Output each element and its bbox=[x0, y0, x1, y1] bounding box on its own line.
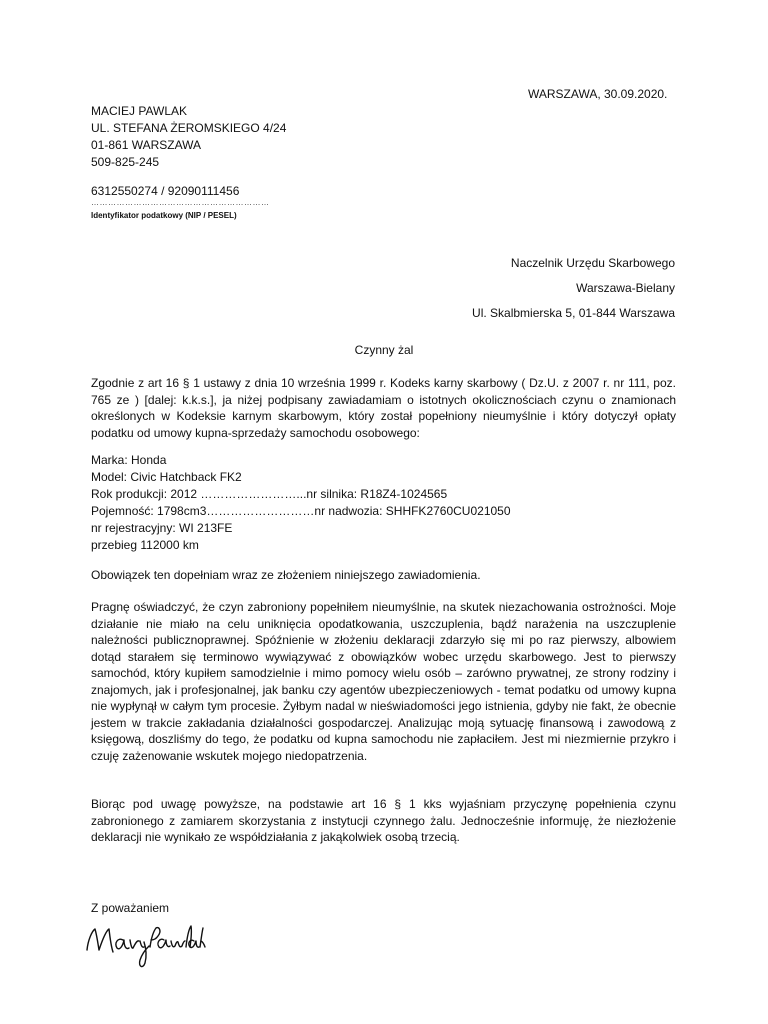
letter-date: WARSZAWA, 30.09.2020. bbox=[528, 87, 668, 101]
tax-id-dotted-line: ……………………………………………………… bbox=[91, 198, 270, 207]
recipient-block bbox=[472, 251, 675, 326]
paragraph-conclusion: Biorąc pod uwagę powyższe, na podstawie art 16 § 1 kks wyjaśniam przyczynę popełnienia czynu zabronionego z zamiarem skorzystania z instytucji czynnego żalu. Jednocześnie informuję, że niezłożenie deklaracji nie wynikało ze współdziałania z jakąkolwiek osobą trzecią. bbox=[91, 797, 676, 844]
closing-regards: Z poważaniem bbox=[91, 901, 170, 915]
sender-tax-ids: 6312550274 / 92090111456 bbox=[91, 184, 240, 198]
car-mileage: przebieg 112000 km bbox=[91, 538, 199, 552]
car-make: Marka: Honda bbox=[91, 453, 167, 467]
car-year-engine: Rok produkcji: 2012 ……………………...nr silnika: R18Z4-1024565 bbox=[91, 487, 448, 501]
document-title: Czynny żal bbox=[354, 343, 414, 357]
paragraph-legal-basis: Zgodnie z art 16 § 1 ustawy z dnia 10 września 1999 r. Kodeks karny skarbowy ( Dz.U. z 2007 r. nr 111, poz. 765 ze ) [dalej: k.k.s.], ja niżej podpisany zawiadamiam o istotnych okolicznościach czynu o znamionach określonych w Kodeksie karnym skarbowym, który został popełniony nieumyślnie i który dotyczył opłaty podatku od umowy kupna-sprzedaży samochodu osobowego: bbox=[91, 376, 676, 440]
paragraph-explanation: Pragnę oświadczyć, że czyn zabroniony popełniłem nieumyślnie, na skutek niezachowania ostrożności. Moje działanie nie miało na celu uniknięcia opodatkowania, uszczuplenia, bądź narażenia na uszczuplenie należności publicznoprawnej. Spóźnienie w złożeniu deklaracji zdarzyło się mi po raz pierwszy, albowiem dotąd starałem się terminowo wywiązywać z obowiązków wobec urzędu skarbowego. Jest to pierwszy samochód, który kupiłem samodzielnie i mimo pomocy wielu osób – zarówno prywatnej, ze strony rodziny i znajomych, jak i profesjonalnej, jak banku czy agentów ubezpieczeniowych - temat podatku od umowy kupna nie wypłynął w całym tym procesie. Żyłbym nadal w nieświadomości jego istnienia, gdyby nie fakt, że obecnie jestem w trakcie zakładania działalności gospodarczej. Analizując moją sytuację finansową i zawodową z księgową, doszliśmy do tego, że podatku od kupna samochodu nie zapłaciłem. Jest mi niezmiernie przykro i czuję zażenowanie wskutek mojego niedopatrzenia. bbox=[91, 600, 676, 763]
car-details bbox=[91, 452, 511, 554]
car-capacity-vin: Pojemność: 1798cm3………………………nr nadwozia: SHHFK2760CU021050 bbox=[91, 504, 511, 518]
recipient-line-3: Ul. Skalbmierska 5, 01-844 Warszawa bbox=[472, 306, 675, 320]
sender-block bbox=[91, 103, 286, 171]
sender-street: UL. STEFANA ŻEROMSKIEGO 4/24 bbox=[91, 121, 287, 135]
sender-name: MACIEJ PAWLAK bbox=[91, 104, 188, 118]
car-registration: nr rejestracyjny: WI 213FE bbox=[91, 521, 233, 535]
tax-id-label: Identyfikator podatkowy (NIP / PESEL) bbox=[91, 211, 237, 220]
sender-phone: 509-825-245 bbox=[91, 155, 160, 169]
paragraph-obligation: Obowiązek ten dopełniam wraz ze złożeniem niniejszego zawiadomienia. bbox=[91, 568, 481, 582]
recipient-line-1: Naczelnik Urzędu Skarbowego bbox=[510, 256, 675, 270]
handwritten-signature bbox=[82, 914, 206, 970]
sender-city: 01-861 WARSZAWA bbox=[91, 138, 202, 152]
car-model: Model: Civic Hatchback FK2 bbox=[91, 470, 242, 484]
recipient-line-2: Warszawa-Bielany bbox=[576, 281, 675, 295]
